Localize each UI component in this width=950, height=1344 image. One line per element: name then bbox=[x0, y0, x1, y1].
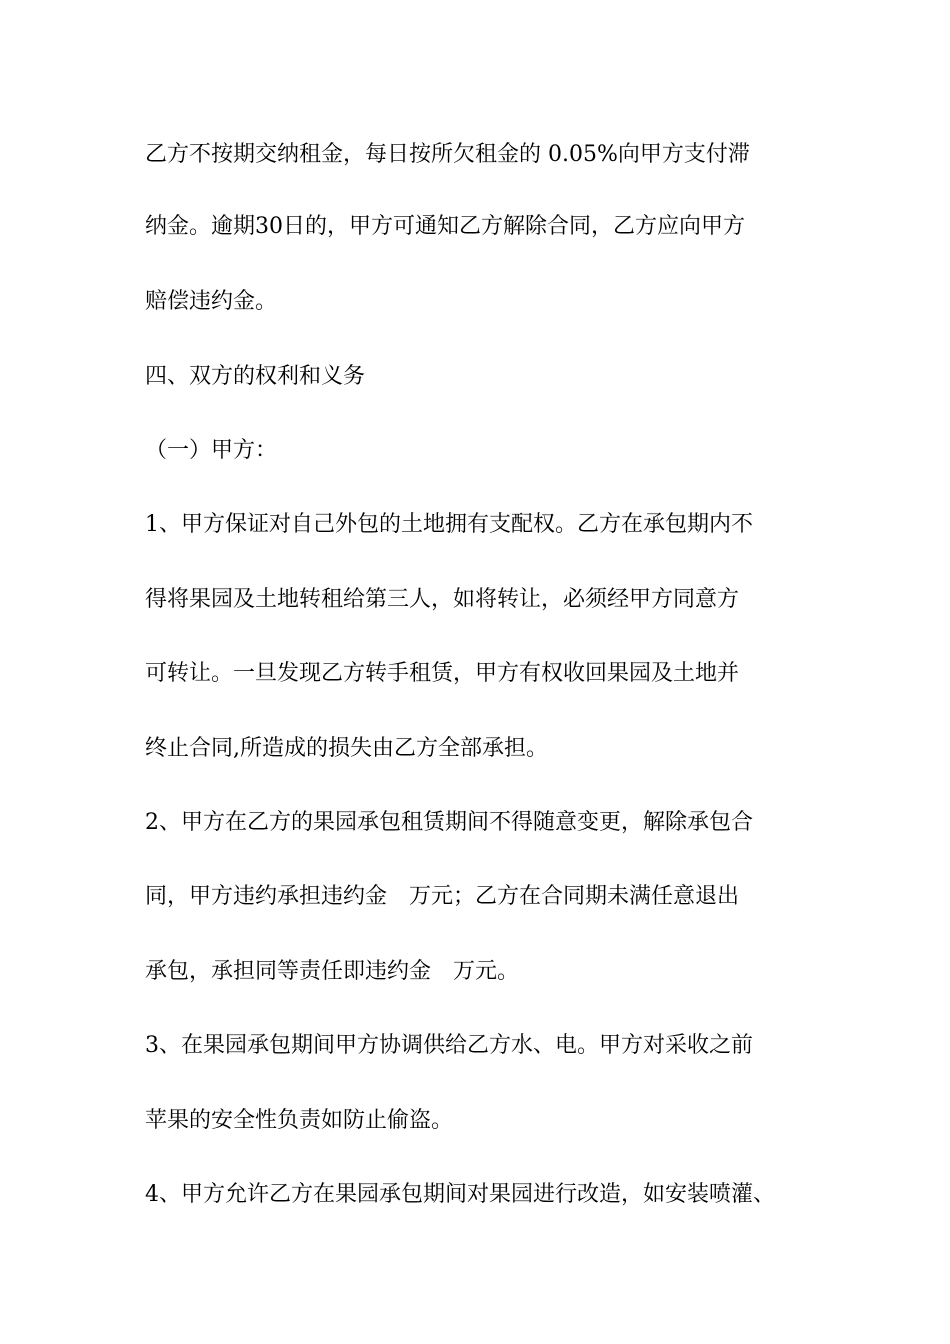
text-line: 纳金。逾期30日的，甲方可通知乙方解除合同，乙方应向甲方 bbox=[145, 214, 745, 239]
text-line: 乙方不按期交纳租金，每日按所欠租金的 0.05%向甲方支付滞 bbox=[145, 142, 750, 167]
text-line: 得将果园及土地转租给第三人，如将转让，必须经甲方同意方 bbox=[145, 587, 740, 612]
text-line: 同，甲方违约承担违约金 万元；乙方在合同期未满任意退出 bbox=[145, 884, 740, 909]
text-line: 承包，承担同等责任即违约金 万元。 bbox=[145, 959, 520, 984]
text-line: 可转让。一旦发现乙方转手租赁，甲方有权收回果园及土地并 bbox=[145, 661, 740, 686]
text-line: 1、甲方保证对自己外包的土地拥有支配权。乙方在承包期内不 bbox=[145, 512, 753, 537]
text-line: 2、甲方在乙方的果园承包租赁期间不得随意变更，解除承包合 bbox=[145, 810, 753, 835]
text-line: 3、在果园承包期间甲方协调供给乙方水、电。甲方对采收之前 bbox=[145, 1033, 753, 1058]
text-line: 苹果的安全性负责如防止偷盗。 bbox=[145, 1108, 454, 1133]
section-heading: 四、双方的权利和义务 bbox=[145, 364, 366, 389]
text-line: 4、甲方允许乙方在果园承包期间对果园进行改造，如安装喷灌、 bbox=[145, 1182, 775, 1207]
text-line: 终止合同,所造成的损失由乙方全部承担。 bbox=[145, 736, 548, 761]
subsection-heading: （一）甲方： bbox=[145, 438, 278, 463]
text-line: 赔偿违约金。 bbox=[145, 289, 278, 314]
